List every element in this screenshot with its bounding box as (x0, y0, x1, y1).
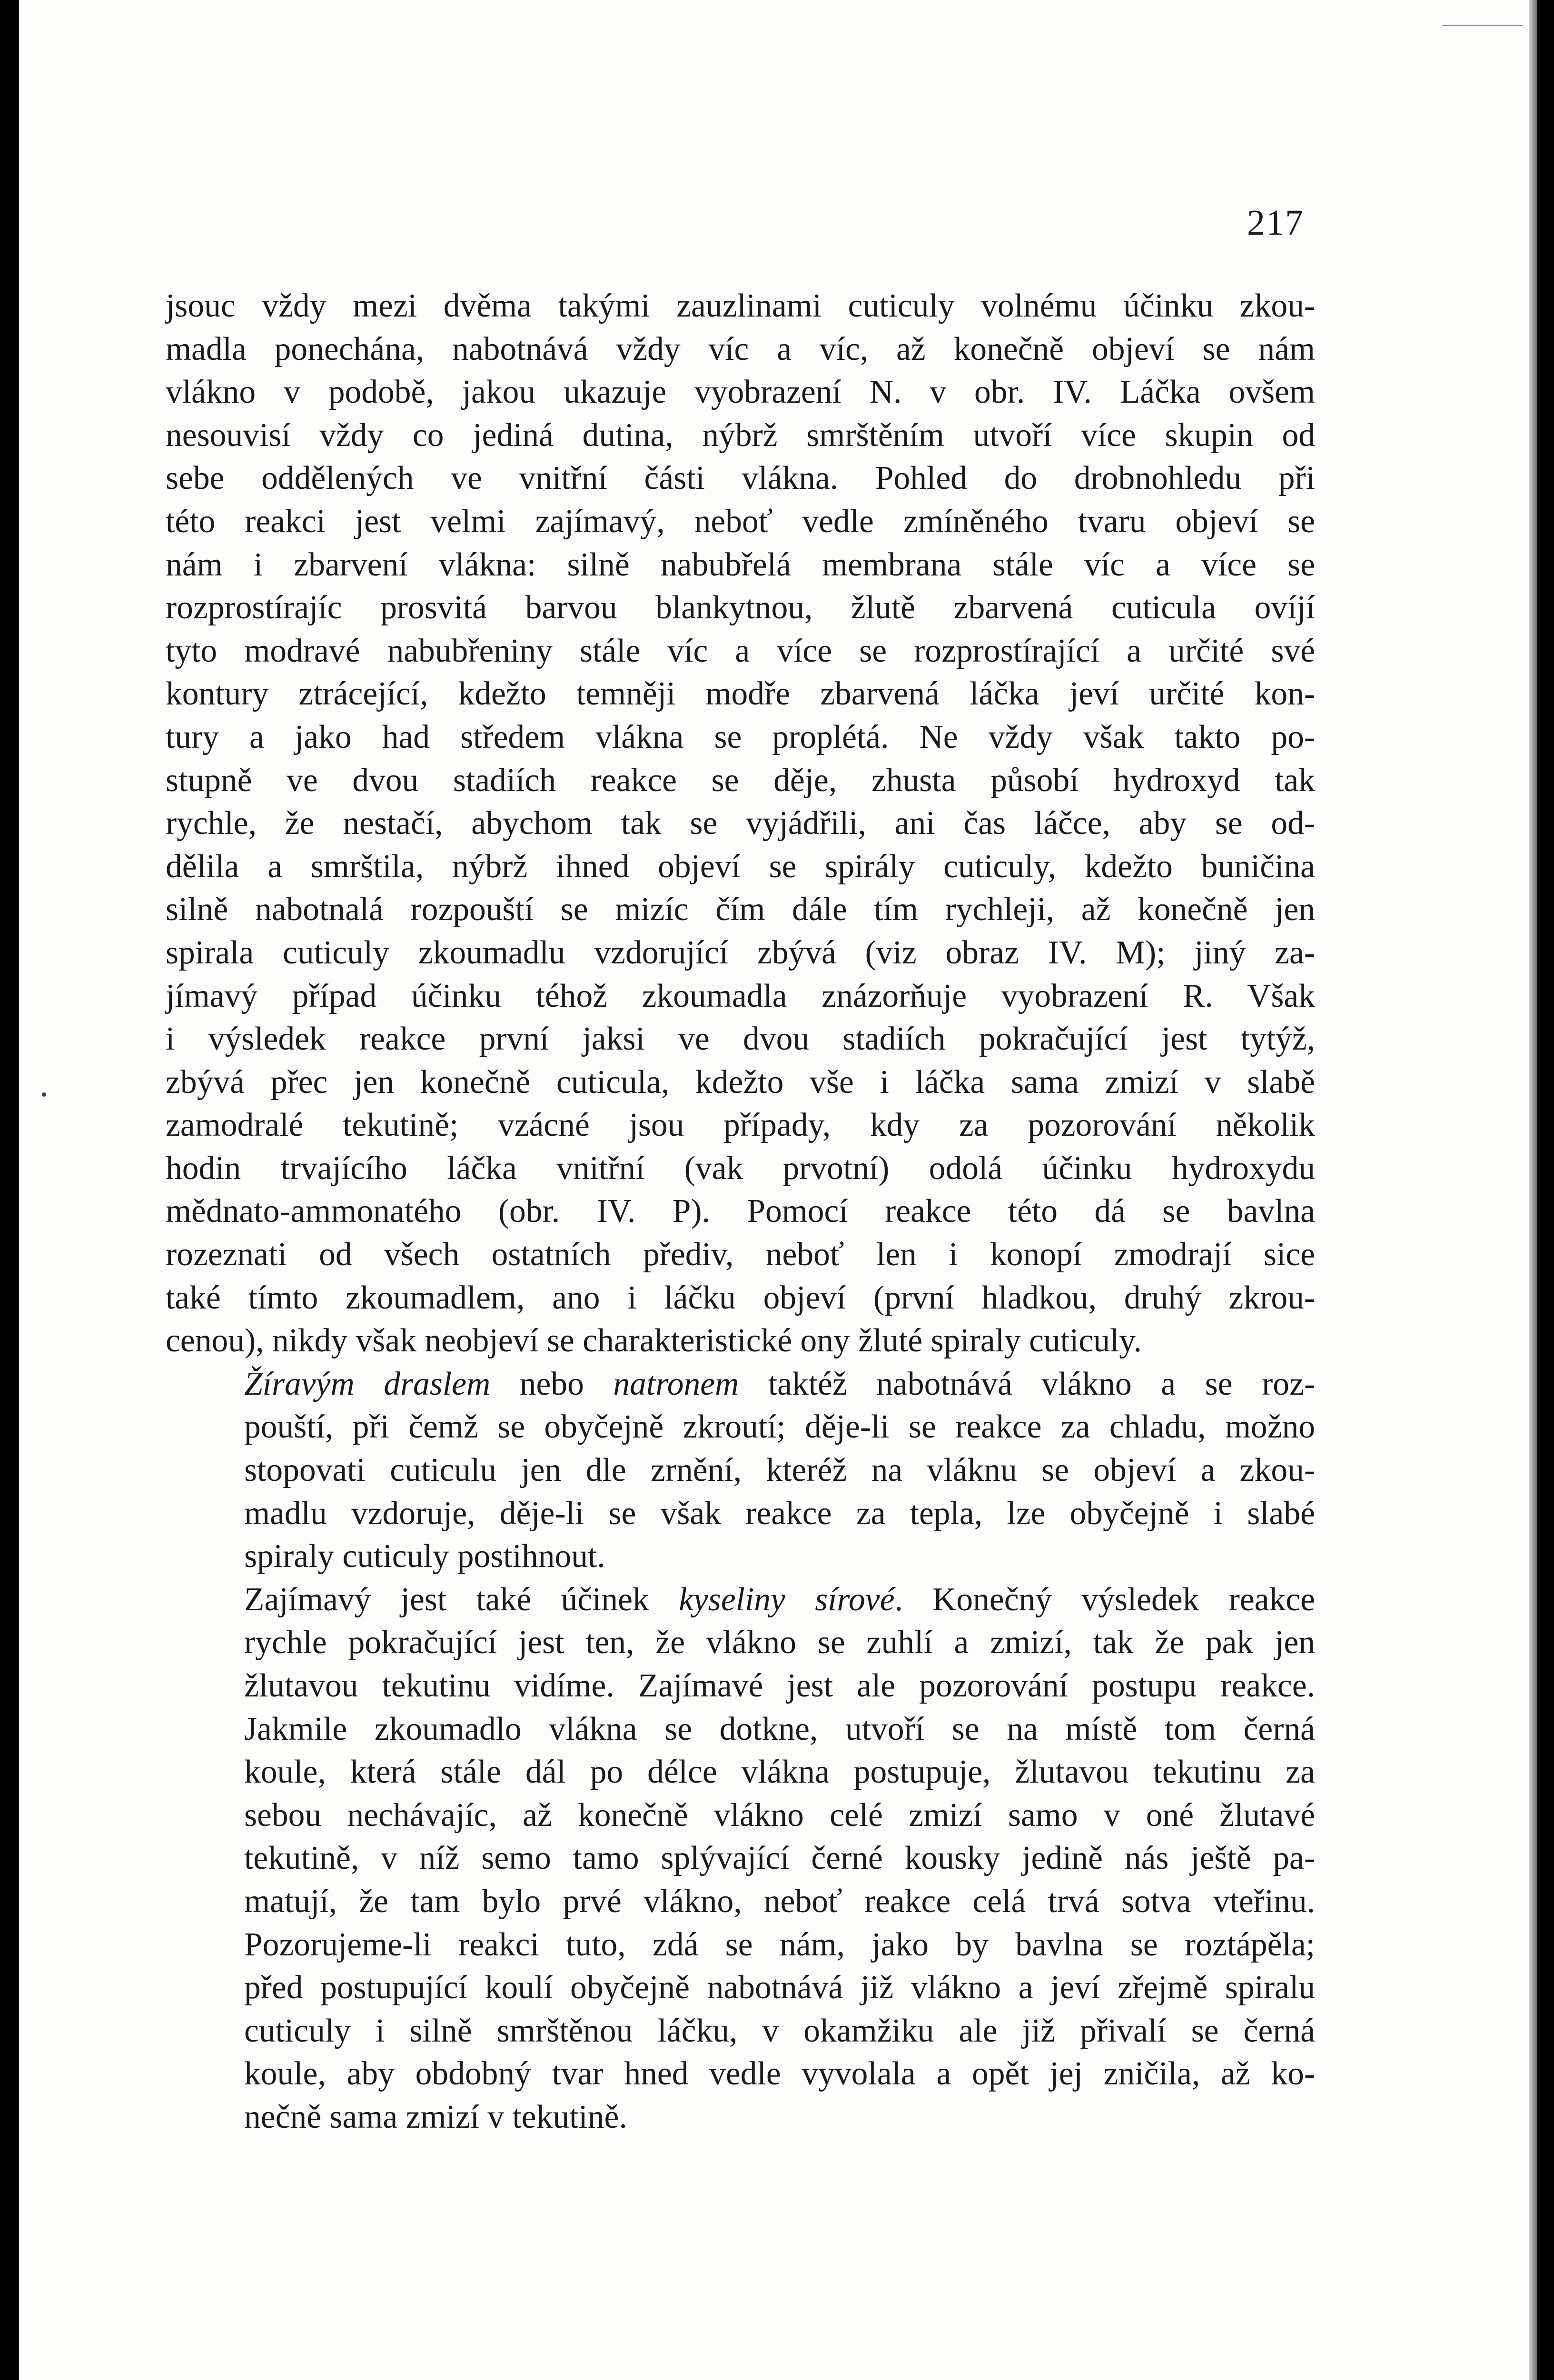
page-edge-mark (1442, 25, 1523, 26)
text-line: silně nabotnalá rozpouští se mizíc čím dále tím rychleji, až konečně jen (166, 891, 1315, 928)
text-line: rychle pokračující jest ten, že vlákno se zuhlí a zmizí, tak že pak jen (244, 1624, 1315, 1661)
italic-term: Žíravým draslem (244, 1365, 491, 1402)
text-line: dělila a smrštila, nýbrž ihned objeví se spirály cuticuly, kdežto buničina (166, 848, 1315, 885)
text-line: cenou), nikdy však neobjeví se charakteristické ony žluté spiraly cuticuly. (166, 1322, 1142, 1359)
paragraph (166, 1363, 1315, 1578)
text-line: žlutavou tekutinu vidíme. Zajímavé jest ale pozorování postupu reakce. (244, 1667, 1315, 1704)
text-line: vlákno v podobě, jakou ukazuje vyobrazení N. v obr. IV. Láčka ovšem (166, 374, 1315, 411)
text-line: zbývá přec jen konečně cuticula, kdežto vše i láčka sama zmizí v slabě (166, 1063, 1315, 1101)
text-line: koule, která stále dál po délce vlákna postupuje, žlutavou tekutinu za (244, 1754, 1315, 1791)
text-line: rozprostírajíc prosvitá barvou blankytnou, žlutě zbarvená cuticula ovíjí (166, 589, 1315, 626)
text-line: sebe oddělených ve vnitřní části vlákna. Pohled do drobnohledu při (166, 460, 1315, 497)
text-line: stopovati cuticulu jen dle zrnění, kteréž na vláknu se objeví a zkou- (244, 1452, 1315, 1489)
page-number: 217 (1247, 203, 1304, 243)
text-line: Žíravým draslem nebo natronem taktéž nabotnává vlákno a se roz- (244, 1365, 1315, 1402)
book-page (19, 0, 1537, 2380)
body-text (166, 285, 1315, 2139)
text-line: tyto modravé nabubřeniny stále víc a více se rozprostírající a určité své (166, 632, 1315, 669)
italic-term: natronem (613, 1365, 739, 1402)
text-line: i výsledek reakce první jaksi ve dvou stadiích pokračující jest tytýž, (166, 1021, 1315, 1058)
text-line: cuticuly i silně smrštěnou láčku, v okamžiku ale již přivalí se černá (244, 2012, 1315, 2049)
text-line: Zajímavý jest také účinek kyseliny sírové. Konečný výsledek reakce (244, 1581, 1315, 1618)
paragraph (166, 1578, 1315, 2139)
text-line: jímavý případ účinku téhož zkoumadla znázorňuje vyobrazení R. Však (166, 977, 1315, 1014)
text-line: mědnato-ammonatého (obr. IV. P). Pomocí reakce této dá se bavlna (166, 1193, 1315, 1230)
text-line: také tímto zkoumadlem, ano i láčku objeví (první hladkou, druhý zkrou- (166, 1279, 1315, 1316)
text-line: rychle, že nestačí, abychom tak se vyjádřili, ani čas láčce, aby se od- (166, 805, 1315, 842)
text-line: spirala cuticuly zkoumadlu vzdorující zbývá (viz obraz IV. M); jiný za- (166, 934, 1315, 971)
text-line: kontury ztrácející, kdežto temněji modře zbarvená láčka jeví určité kon- (166, 675, 1315, 713)
text-line: nám i zbarvení vlákna: silně nabubřelá membrana stále víc a více se (166, 546, 1315, 583)
text-line: pouští, při čemž se obyčejně zkroutí; děje-li se reakce za chladu, možno (244, 1408, 1315, 1446)
italic-term: kyseliny sírové (679, 1581, 895, 1618)
text-line: této reakci jest velmi zajímavý, neboť vedle zmíněného tvaru objeví se (166, 503, 1315, 540)
text-line: Pozorujeme-li reakci tuto, zdá se nám, jako by bavlna se roztápěla; (244, 1926, 1315, 1963)
text-line: sebou nechávajíc, až konečně vlákno celé zmizí samo v oné žlutavé (244, 1796, 1315, 1834)
text-line: stupně ve dvou stadiích reakce se děje, zhusta působí hydroxyd tak (166, 762, 1315, 799)
text-line: jsouc vždy mezi dvěma takými zauzlinami cuticuly volnému účinku zkou- (166, 288, 1315, 324)
text-line: před postupující koulí obyčejně nabotnává již vlákno a jeví zřejmě spiralu (244, 1969, 1315, 2006)
text-line: tekutině, v níž semo tamo splývající černé kousky jedině nás ještě pa- (244, 1840, 1315, 1877)
paragraph (166, 285, 1315, 1363)
text-line: matují, že tam bylo prvé vlákno, neboť reakce celá trvá sotva vteřinu. (244, 1883, 1315, 1920)
text-line: nesouvisí vždy co jediná dutina, nýbrž smrštěním utvoří více skupin od (166, 416, 1315, 454)
page-edge-shadow (1529, 0, 1537, 2380)
text-line: Jakmile zkoumadlo vlákna se dotkne, utvoří se na místě tom černá (244, 1710, 1315, 1747)
text-line: tury a jako had středem vlákna se proplétá. Ne vždy však takto po- (166, 718, 1315, 755)
text-line: madla ponechána, nabotnává vždy víc a víc, až konečně objeví se nám (166, 330, 1315, 367)
text-line: hodin trvajícího láčka vnitřní (vak prvotní) odolá účinku hydroxydu (166, 1150, 1315, 1187)
text-line: zamodralé tekutině; vzácné jsou případy, kdy za pozorování několik (166, 1107, 1315, 1144)
text-line: rozeznati od všech ostatních přediv, neboť len i konopí zmodrají sice (166, 1236, 1315, 1273)
text-line: madlu vzdoruje, děje-li se však reakce za tepla, lze obyčejně i slabé (244, 1495, 1315, 1532)
text-line: spiraly cuticuly postihnout. (244, 1538, 605, 1575)
text-line: nečně sama zmizí v tekutině. (244, 2098, 627, 2135)
text-line: koule, aby obdobný tvar hned vedle vyvolala a opět jej zničila, až ko- (244, 2055, 1315, 2092)
print-speck (42, 1092, 46, 1097)
